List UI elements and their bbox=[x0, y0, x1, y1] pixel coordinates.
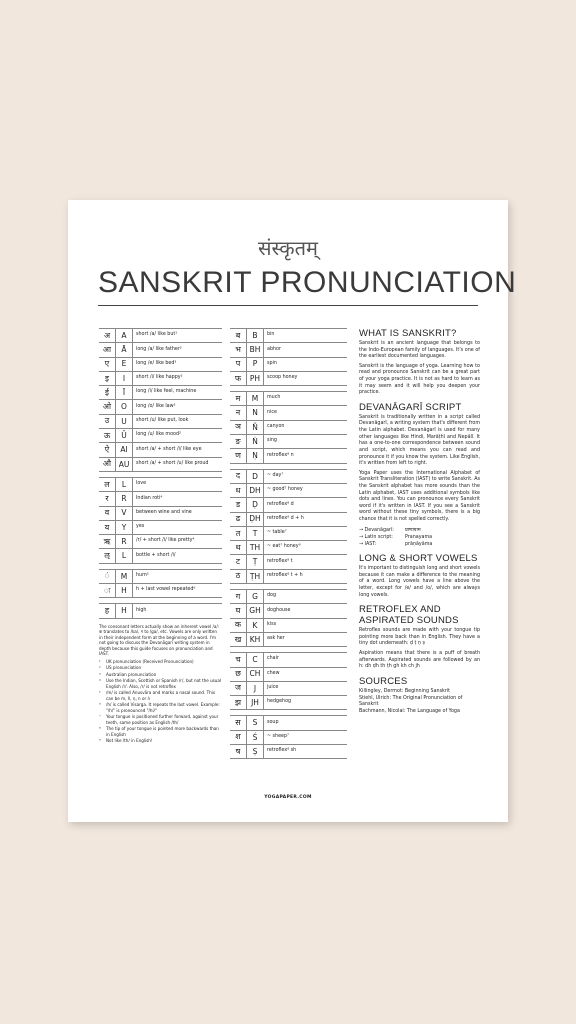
latin-letter: H bbox=[116, 584, 133, 598]
palatal-table bbox=[230, 652, 347, 710]
devanagari-letter: ब bbox=[230, 329, 247, 343]
table-row bbox=[230, 406, 347, 420]
table-row bbox=[99, 492, 222, 506]
pronunciation-hint: canyon bbox=[264, 420, 348, 434]
footnote-text: Use the Indian, Scottish or Spanish /r/, but not the usual English /r/. Also, /r/ is not retroflex bbox=[106, 678, 222, 689]
latin-letter: Y bbox=[116, 520, 133, 534]
devanagari-letter: ध bbox=[230, 483, 247, 497]
table-row bbox=[230, 371, 347, 385]
footnote-text: Your tongue is positioned further forward, against your teeth, same position as English /th/ bbox=[106, 714, 219, 725]
devanagari-letter: ठ bbox=[230, 569, 247, 583]
devanagari-letter: ए bbox=[99, 357, 116, 371]
dental-table bbox=[230, 469, 347, 584]
devanagari-letter: क bbox=[230, 618, 247, 632]
devanagari-letter: श bbox=[230, 730, 247, 744]
title-divider bbox=[98, 305, 478, 306]
example-latin bbox=[359, 534, 480, 541]
devanagari-letter: झ bbox=[230, 696, 247, 710]
latin-letter: M bbox=[116, 569, 133, 583]
latin-letter: R bbox=[116, 492, 133, 506]
latin-letter: BH bbox=[247, 343, 264, 357]
table-row bbox=[230, 716, 347, 730]
table-row bbox=[230, 696, 347, 710]
footnotes bbox=[99, 624, 222, 744]
pronunciation-hint: nice bbox=[264, 406, 348, 420]
sanskrit-title: संस्कृतम् bbox=[257, 236, 319, 260]
example-label: → Devanāgarī: bbox=[359, 527, 394, 533]
pronunciation-hint: long /a/ like father² bbox=[133, 343, 223, 357]
consonant-column bbox=[230, 328, 347, 764]
what-is-sanskrit-section bbox=[359, 328, 480, 397]
vowel-table bbox=[99, 328, 222, 472]
pronunciation-hint: chew bbox=[264, 667, 348, 681]
devanagari-section bbox=[359, 402, 480, 548]
latin-letter: E bbox=[116, 357, 133, 371]
devanagari-letter: म bbox=[230, 392, 247, 406]
latin-letter: ḌH bbox=[247, 512, 264, 526]
sibilant-table bbox=[230, 715, 347, 759]
pronunciation-hint: between wine and vine bbox=[133, 506, 223, 520]
table-row bbox=[99, 429, 222, 443]
pronunciation-hint: hum⁵ bbox=[133, 569, 223, 583]
table-row bbox=[99, 520, 222, 534]
table-row bbox=[230, 681, 347, 695]
table-row bbox=[99, 569, 222, 583]
table-row bbox=[230, 590, 347, 604]
footnote bbox=[99, 702, 222, 713]
devanagari-letter: व bbox=[99, 506, 116, 520]
section-text: Retroflex sounds are made with your tongue tip pointing more back than in English. They have a tiny dot underneath: ḍ ṭ ṇ ṣ bbox=[359, 628, 480, 647]
pronunciation-hint: doghouse bbox=[264, 604, 348, 618]
pronunciation-hint: ~ table⁷ bbox=[264, 526, 348, 540]
devanagari-letter: ं bbox=[99, 569, 116, 583]
table-row bbox=[99, 604, 222, 618]
velar-table bbox=[230, 589, 347, 647]
anusvara-table bbox=[99, 569, 222, 599]
table-row bbox=[99, 357, 222, 371]
table-row bbox=[230, 357, 347, 371]
devanagari-letter: घ bbox=[230, 604, 247, 618]
devanagari-letter: ट bbox=[230, 555, 247, 569]
table-row bbox=[99, 343, 222, 357]
pronunciation-hint: h + last vowel repeated⁶ bbox=[133, 584, 223, 598]
pronunciation-hint: retroflex⁸ d bbox=[264, 498, 348, 512]
footnote-text: Not like /th/ in English! bbox=[106, 738, 153, 744]
section-text: It's important to distinguish long and short vowels because it can make a difference to the meaning of a word. Long vowels have a line above the letter, except for /e/ and /o/, which are always long vowels. bbox=[359, 566, 480, 598]
devanagari-letter: ण bbox=[230, 449, 247, 463]
latin-letter: Ñ bbox=[247, 420, 264, 434]
devanagari-letter: र bbox=[99, 492, 116, 506]
table-row bbox=[230, 526, 347, 540]
nasal-table bbox=[230, 391, 347, 463]
devanagari-letter: ई bbox=[99, 386, 116, 400]
pronunciation-hint: retroflex⁸ t + h bbox=[264, 569, 348, 583]
pronunciation-hint: juice bbox=[264, 681, 348, 695]
devanagari-letter: ष bbox=[230, 745, 247, 759]
latin-letter: J bbox=[247, 681, 264, 695]
latin-letter: N bbox=[247, 406, 264, 420]
latin-letter: Ū bbox=[116, 429, 133, 443]
section-heading: WHAT IS SANSKRIT? bbox=[359, 328, 457, 339]
table-row bbox=[99, 506, 222, 520]
table-row bbox=[99, 535, 222, 549]
footnote bbox=[99, 678, 222, 689]
footnote-number: ⁹ bbox=[99, 738, 101, 744]
source-item: Killingley, Dermot: Beginning Sanskrit bbox=[359, 688, 451, 694]
example-value: prāṇāyāma bbox=[405, 542, 433, 547]
section-text: Sanskrit is an ancient language that belongs to the Indo-European family of languages. It's one of the earliest documented languages. bbox=[359, 341, 480, 360]
example-iast bbox=[359, 541, 480, 548]
table-row bbox=[99, 549, 222, 563]
latin-letter: L bbox=[116, 549, 133, 563]
devanagari-letter: छ bbox=[230, 667, 247, 681]
section-heading: LONG & SHORT VOWELS bbox=[359, 553, 478, 565]
section-text: Sanskrit is traditionally written in a script called Devanāgarī, a writing system that's different from the Latin alphabet. Devanāgarī is used for many other languages like Hindi, Marāṭhī and Nepālī. It has a one-to-one correspondence between sound and script, which means you can read and pronounce it if you know the system. Like English, it's written from left to right. bbox=[359, 414, 480, 467]
devanagari-letter: ड bbox=[230, 498, 247, 512]
latin-letter: C bbox=[247, 653, 264, 667]
latin-letter: U bbox=[116, 414, 133, 428]
latin-letter: K bbox=[247, 618, 264, 632]
pronunciation-hint: abhor bbox=[264, 343, 348, 357]
pronunciation-hint: ~ day⁷ bbox=[264, 469, 348, 483]
pronunciation-hint: short /u/ like put, look bbox=[133, 414, 223, 428]
footer-url[interactable]: YOGAPAPER.COM bbox=[264, 795, 312, 800]
devanagari-letter: आ bbox=[99, 343, 116, 357]
footnote-number: ⁸ bbox=[99, 726, 101, 732]
pronunciation-hint: ~ sheep⁷ bbox=[264, 730, 348, 744]
table-row bbox=[99, 400, 222, 414]
footnote bbox=[99, 714, 222, 725]
footnote bbox=[99, 665, 222, 671]
table-row bbox=[230, 555, 347, 569]
table-row bbox=[230, 469, 347, 483]
example-value: प्राणायाम bbox=[405, 527, 421, 533]
latin-letter: G bbox=[247, 590, 264, 604]
footnote-number: ⁵ bbox=[99, 690, 101, 696]
table-row bbox=[230, 745, 347, 759]
latin-letter: D bbox=[247, 469, 264, 483]
section-text: Sanskrit is the language of yoga. Learning how to read and pronounce Sanskrit can be a great part of your yoga practice. It is not as hard to learn as it may seem and it will help you deepen your practice. bbox=[359, 363, 480, 396]
pronunciation-poster bbox=[68, 200, 517, 822]
pronunciation-hint: Indian roti⁴ bbox=[133, 492, 223, 506]
devanagari-letter: स bbox=[230, 716, 247, 730]
pronunciation-hint: retroflex⁸ d + h bbox=[264, 512, 348, 526]
devanagari-letter: च bbox=[230, 653, 247, 667]
devanagari-letter: भ bbox=[230, 343, 247, 357]
retroflex-section bbox=[359, 604, 480, 671]
footnote bbox=[99, 672, 222, 678]
devanagari-letter: ङ bbox=[230, 435, 247, 449]
latin-letter: L bbox=[116, 477, 133, 491]
table-row bbox=[230, 667, 347, 681]
devanagari-letter: त bbox=[230, 526, 247, 540]
example-label: → Latin script: bbox=[359, 534, 393, 540]
pronunciation-hint: ask her bbox=[264, 632, 348, 646]
devanagari-letter: इ bbox=[99, 371, 116, 385]
latin-letter: CH bbox=[247, 667, 264, 681]
table-row bbox=[99, 386, 222, 400]
footnote-text: Australian pronunciation bbox=[106, 671, 157, 677]
devanagari-letter: ञ bbox=[230, 420, 247, 434]
footnote-text: US pronunciation bbox=[106, 665, 142, 671]
pronunciation-hint: high bbox=[133, 604, 223, 618]
devanagari-letter: द bbox=[230, 469, 247, 483]
table-row bbox=[99, 414, 222, 428]
latin-letter: Ḍ bbox=[247, 498, 264, 512]
devanagari-letter: औ bbox=[99, 457, 116, 471]
table-row bbox=[99, 477, 222, 491]
table-row bbox=[230, 392, 347, 406]
latin-letter: Ā bbox=[116, 343, 133, 357]
latin-letter: GH bbox=[247, 604, 264, 618]
devanagari-letter: फ bbox=[230, 371, 247, 385]
pronunciation-hint: long /e/ like bed³ bbox=[133, 357, 223, 371]
pronunciation-hint: kiss bbox=[264, 618, 348, 632]
example-label: → IAST: bbox=[359, 542, 377, 547]
pronunciation-hint: chair bbox=[264, 653, 348, 667]
info-column bbox=[359, 328, 480, 720]
footnote-number: ² bbox=[99, 665, 101, 671]
pronunciation-hint: short /a/ like but¹ bbox=[133, 329, 223, 343]
footnote-text: The tip of your tongue is pointed more backwards than in English bbox=[106, 726, 219, 737]
footnote-number: ⁷ bbox=[99, 714, 101, 720]
footnote bbox=[99, 726, 222, 737]
pronunciation-hint: retroflex⁸ sh bbox=[264, 745, 348, 759]
latin-letter: I bbox=[116, 371, 133, 385]
section-text: Yoga Paper uses the International Alphabet of Sanskrit Transliteration (IAST) to write Sanskrit. As the Sanskrit alphabet has more sounds than the Latin alphabet, IAST uses additional symbols like dots and lines. You can pronounce every Sanskrit word if it's written in IAST. If you see a Sanskrit word without these tiny symbols, there is a big chance that it is not spelled correctly. bbox=[359, 470, 480, 523]
latin-letter: DH bbox=[247, 483, 264, 497]
latin-letter: Ṭ bbox=[247, 555, 264, 569]
devanagari-letter: ढ bbox=[230, 512, 247, 526]
latin-letter: V bbox=[116, 506, 133, 520]
example-devanagari bbox=[359, 527, 480, 534]
footnote-text: /h/ is called Visarga. It repeats the last vowel. Example: "/h/" is pronounced "/hi/" bbox=[106, 702, 220, 713]
pronunciation-hint: yes bbox=[133, 520, 223, 534]
devanagari-letter: ऐ bbox=[99, 443, 116, 457]
source-item: Bachmann, Nicolai: The Language of Yoga bbox=[359, 708, 460, 714]
vowel-column bbox=[99, 328, 222, 745]
table-row bbox=[99, 443, 222, 457]
devanagari-letter: ग bbox=[230, 590, 247, 604]
table-row bbox=[230, 435, 347, 449]
table-row bbox=[230, 498, 347, 512]
pronunciation-hint: long /o/ like law³ bbox=[133, 400, 223, 414]
pronunciation-hint: /r/ + short /i/ like pretty⁴ bbox=[133, 535, 223, 549]
devanagari-letter: थ bbox=[230, 541, 247, 555]
pronunciation-hint: scoop honey bbox=[264, 371, 348, 385]
notes-intro: The consonant letters actually show an inherent vowel /a/: क translates to /ka/, ग to /ga/, etc. Vowels are only written in their independent form at the beginning of a word. I'm not going to discuss the Devanāgarī writing system in depth because this guide focuses on pronunciation and IAST. bbox=[99, 623, 220, 657]
pronunciation-hint: much bbox=[264, 392, 348, 406]
footnote-text: /m/ is called Anusvāra and marks a nasal sound. This can be m, ñ, ṇ, n or ṅ bbox=[106, 690, 215, 701]
section-heading: SOURCES bbox=[359, 675, 408, 687]
devanagari-letter: ज bbox=[230, 681, 247, 695]
footnote-number: ⁶ bbox=[99, 702, 101, 708]
table-row bbox=[230, 632, 347, 646]
latin-letter: M bbox=[247, 392, 264, 406]
footnote bbox=[99, 659, 222, 665]
table-row bbox=[230, 343, 347, 357]
latin-letter: AU bbox=[116, 457, 133, 471]
labial-table bbox=[230, 328, 347, 386]
pronunciation-hint: long /u/ like mood² bbox=[133, 429, 223, 443]
latin-letter: P bbox=[247, 357, 264, 371]
pronunciation-hint: bin bbox=[264, 329, 348, 343]
latin-letter: Ś bbox=[247, 730, 264, 744]
latin-letter: H bbox=[116, 604, 133, 618]
section-text: Aspiration means that there is a puff of breath afterwards. Aspirated sounds are followed by an h: dh ḍh th ṭh gh kh ch jh bbox=[359, 651, 480, 670]
footnote bbox=[99, 738, 222, 744]
latin-letter: Ī bbox=[116, 386, 133, 400]
pronunciation-hint: hedgehog bbox=[264, 696, 348, 710]
latin-letter: JH bbox=[247, 696, 264, 710]
devanagari-letter: ः bbox=[99, 584, 116, 598]
table-row bbox=[230, 449, 347, 463]
latin-letter: ṬH bbox=[247, 569, 264, 583]
devanagari-letter: अ bbox=[99, 329, 116, 343]
latin-letter: Ṅ bbox=[247, 435, 264, 449]
devanagari-letter: ख bbox=[230, 632, 247, 646]
table-row bbox=[230, 420, 347, 434]
table-row bbox=[230, 512, 347, 526]
footnote bbox=[99, 690, 222, 701]
section-heading: DEVANĀGARĪ SCRIPT bbox=[359, 401, 462, 413]
devanagari-letter: य bbox=[99, 520, 116, 534]
latin-letter: Ṣ bbox=[247, 745, 264, 759]
pronunciation-hint: ~ eat⁷ honey⁹ bbox=[264, 541, 348, 555]
devanagari-letter: ऌ bbox=[99, 549, 116, 563]
table-row bbox=[230, 618, 347, 632]
table-row bbox=[230, 730, 347, 744]
table-row bbox=[230, 483, 347, 497]
pronunciation-hint: retroflex⁸ n bbox=[264, 449, 348, 463]
example-value: Pranayama bbox=[405, 534, 433, 540]
devanagari-letter: प bbox=[230, 357, 247, 371]
devanagari-letter: ऊ bbox=[99, 429, 116, 443]
poster-title: SANSKRIT PRONUNCIATION bbox=[98, 266, 517, 299]
section-heading: RETROFLEX AND ASPIRATED SOUNDS bbox=[359, 604, 459, 627]
devanagari-letter: ल bbox=[99, 477, 116, 491]
footnote-number: ¹ bbox=[99, 658, 101, 664]
latin-letter: AI bbox=[116, 443, 133, 457]
footnote-number: ⁴ bbox=[99, 678, 101, 684]
pronunciation-hint: long /i/ like feel, machine bbox=[133, 386, 223, 400]
footnote-list bbox=[99, 659, 222, 744]
pronunciation-hint: bottle + short /i/ bbox=[133, 549, 223, 563]
devanagari-letter: ह bbox=[99, 604, 116, 618]
latin-letter: Ṇ bbox=[247, 449, 264, 463]
latin-letter: T bbox=[247, 526, 264, 540]
devanagari-letter: उ bbox=[99, 414, 116, 428]
devanagari-letter: ऋ bbox=[99, 535, 116, 549]
pronunciation-hint: short /a/ + short /i/ like eye bbox=[133, 443, 223, 457]
source-item: Stiehl, Ulrich: The Original Pronunciation of Sanskrit bbox=[359, 695, 463, 708]
table-row bbox=[230, 653, 347, 667]
pronunciation-hint: retroflex⁸ t bbox=[264, 555, 348, 569]
pronunciation-hint: ~ good⁷ honey bbox=[264, 483, 348, 497]
ha-table bbox=[99, 603, 222, 618]
table-row bbox=[230, 604, 347, 618]
devanagari-letter: ओ bbox=[99, 400, 116, 414]
semivowel-table bbox=[99, 477, 222, 564]
pronunciation-hint: soup bbox=[264, 716, 348, 730]
pronunciation-hint: spin bbox=[264, 357, 348, 371]
footnote-number: ³ bbox=[99, 671, 101, 677]
pronunciation-hint: sing bbox=[264, 435, 348, 449]
latin-letter: PH bbox=[247, 371, 264, 385]
latin-letter: A bbox=[116, 329, 133, 343]
pronunciation-hint: short /a/ + short /u/ like proud bbox=[133, 457, 223, 471]
latin-letter: O bbox=[116, 400, 133, 414]
latin-letter: KH bbox=[247, 632, 264, 646]
pronunciation-hint: short /i/ like happy² bbox=[133, 371, 223, 385]
latin-letter: TH bbox=[247, 541, 264, 555]
pronunciation-hint: love bbox=[133, 477, 223, 491]
sources-section bbox=[359, 676, 480, 715]
footnote-text: UK pronunciation (Received Pronunciation) bbox=[106, 658, 194, 664]
table-row bbox=[99, 584, 222, 598]
latin-letter: S bbox=[247, 716, 264, 730]
table-row bbox=[99, 371, 222, 385]
latin-letter: B bbox=[247, 329, 264, 343]
devanagari-letter: न bbox=[230, 406, 247, 420]
table-row bbox=[230, 569, 347, 583]
table-row bbox=[99, 457, 222, 471]
table-row bbox=[230, 541, 347, 555]
pronunciation-hint: dog bbox=[264, 590, 348, 604]
latin-letter: R bbox=[116, 535, 133, 549]
table-row bbox=[230, 329, 347, 343]
long-short-vowels-section bbox=[359, 553, 480, 599]
table-row bbox=[99, 329, 222, 343]
